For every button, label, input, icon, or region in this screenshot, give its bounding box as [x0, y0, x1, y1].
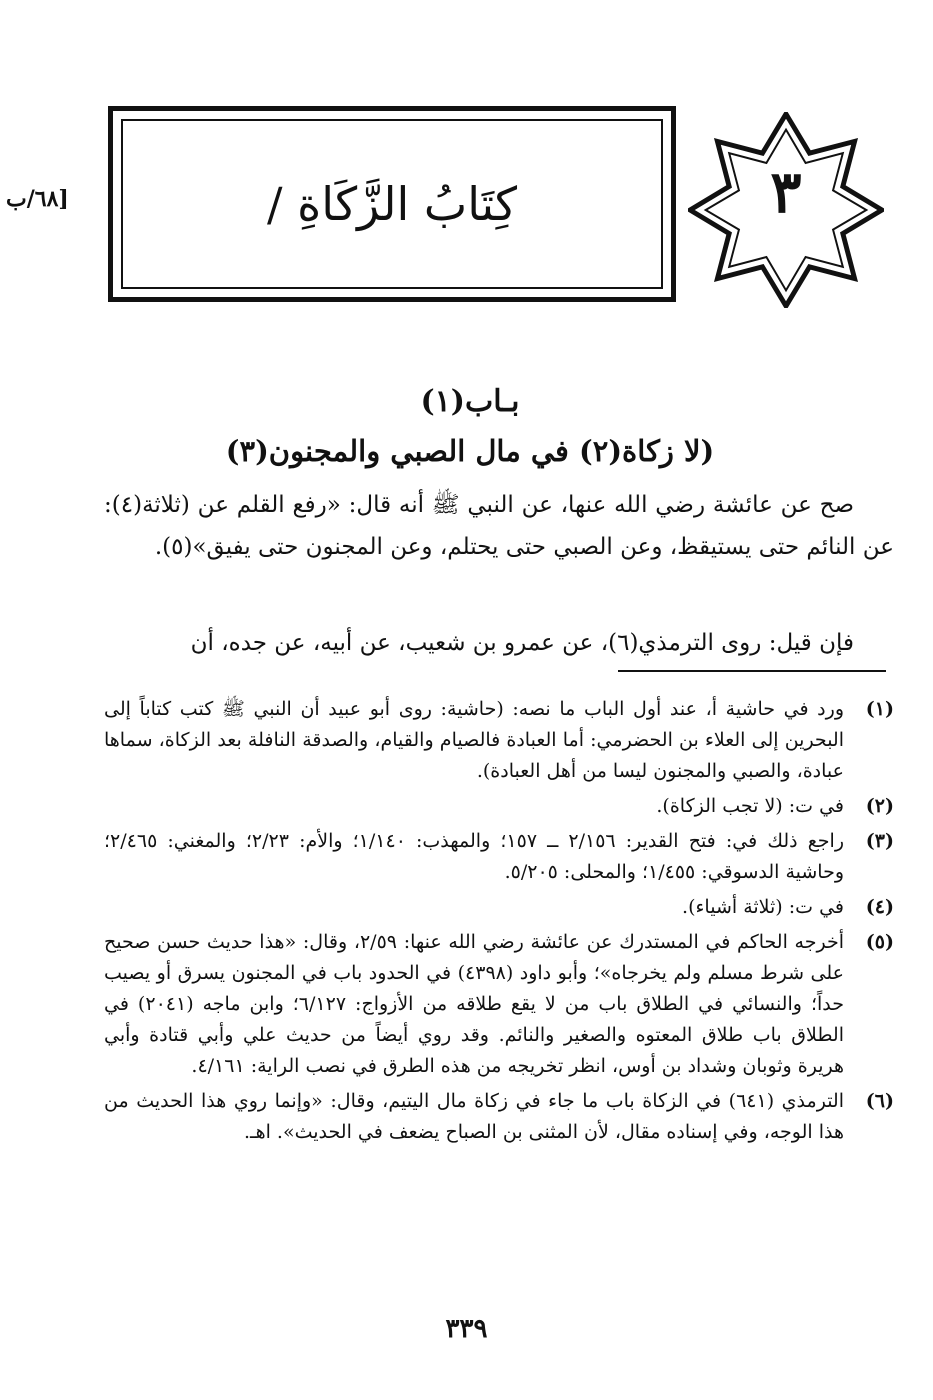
title-frame: [108, 106, 676, 302]
footnote-text: راجع ذلك في: فتح القدير: ٢/١٥٦ ــ ١٥٧؛ والمهذب: ١/١٤٠؛ والأم: ٢/٢٣؛ والمغني: ٢/٤٦٥؛ وحاشية الدسوقي: ١/٤٥٥؛ والمحلى: ٥/٢٠٥.: [104, 830, 844, 883]
footnote-text: في ت: (ثلاثة أشياء).: [682, 896, 844, 918]
footnote: [104, 1086, 894, 1148]
footnote: [104, 927, 894, 1082]
footnote-number: (٤): [865, 896, 894, 918]
page-number: ٣٣٩: [445, 1314, 488, 1344]
footnote: [104, 791, 894, 822]
body-paragraph: فإن قيل: روى الترمذي(٦)، عن عمرو بن شعيب، عن أبيه، عن جده، أن: [190, 630, 854, 656]
footnote-text: الترمذي (٦٤١) في الزكاة باب ما جاء في زكاة مال اليتيم، وقال: «وإنما روي هذا الحديث من هذا الوجه، وفي إسناده مقال، لأن المثنى بن الصباح يضعف في الحديث». اهـ.: [104, 1090, 844, 1143]
footnote-number: (٦): [865, 1090, 894, 1112]
body-paragraph: صح عن عائشة رضي الله عنها، عن النبي ﷺ أنه قال: «رفع القلم عن (ثلاثة(٤): عن النائم حتى يستيقظ، وعن الصبي حتى يحتلم، وعن المجنون حتى يفيق»(٥).: [104, 492, 894, 560]
footnote-number: (٢): [865, 795, 894, 817]
footnote-text: ورد في حاشية أ، عند أول الباب ما نصه: (حاشية: روى أبو عبيد أن النبي ﷺ كتب كتاباً إلى البحرين إلى العلاء بن الحضرمي: أما العبادة فالصيام والقيام، والصدقة النافلة بعد الزكاة، سماها عبادة، والصبي والمجنون ليسا من أهل العبادة).: [104, 698, 844, 782]
footnote-separator: [618, 670, 886, 672]
footnote-number: (١): [865, 698, 894, 720]
footnotes: [104, 694, 894, 1152]
footnote: [104, 694, 894, 787]
footnote-text: في ت: (لا تجب الزكاة).: [656, 795, 844, 817]
footnote-text: أخرجه الحاكم في المستدرك عن عائشة رضي الله عنها: ٢/٥٩، وقال: «هذا حديث حسن صحيح على شرط مسلم ولم يخرجاه»؛ وأبو داود (٤٣٩٨) في الحدود باب في المجنون يسرق أو يصيب حداً؛ والنسائي في الطلاق باب من لا يقع طلاقه من الأزواج: ٦/١٢٧؛ وابن ماجه (٢٠٤١) في الطلاق باب طلاق المعتوه والصغير والنائم. وقد روي أيضاً من حديث علي وأبي قتادة وأبي هريرة وثوبان وشداد بن أوس، انظر تخريجه من هذه الطرق في نصب الراية: ٤/١٦١.: [104, 931, 844, 1077]
chapter-title: (لا زكاة(٢) في مال الصبي والمجنون(٣): [225, 434, 715, 468]
footnote-number: (٥): [865, 931, 894, 953]
chapter-heading: بـاب(١): [420, 384, 520, 419]
footnote: [104, 826, 894, 888]
manuscript-reference: [٦٨/ب: [6, 186, 69, 212]
footnote: [104, 892, 894, 923]
footnote-number: (٣): [865, 830, 894, 852]
chapter-number: ٣: [770, 158, 802, 226]
book-title: كِتَابُ الزَّكَاةِ /: [266, 177, 518, 231]
